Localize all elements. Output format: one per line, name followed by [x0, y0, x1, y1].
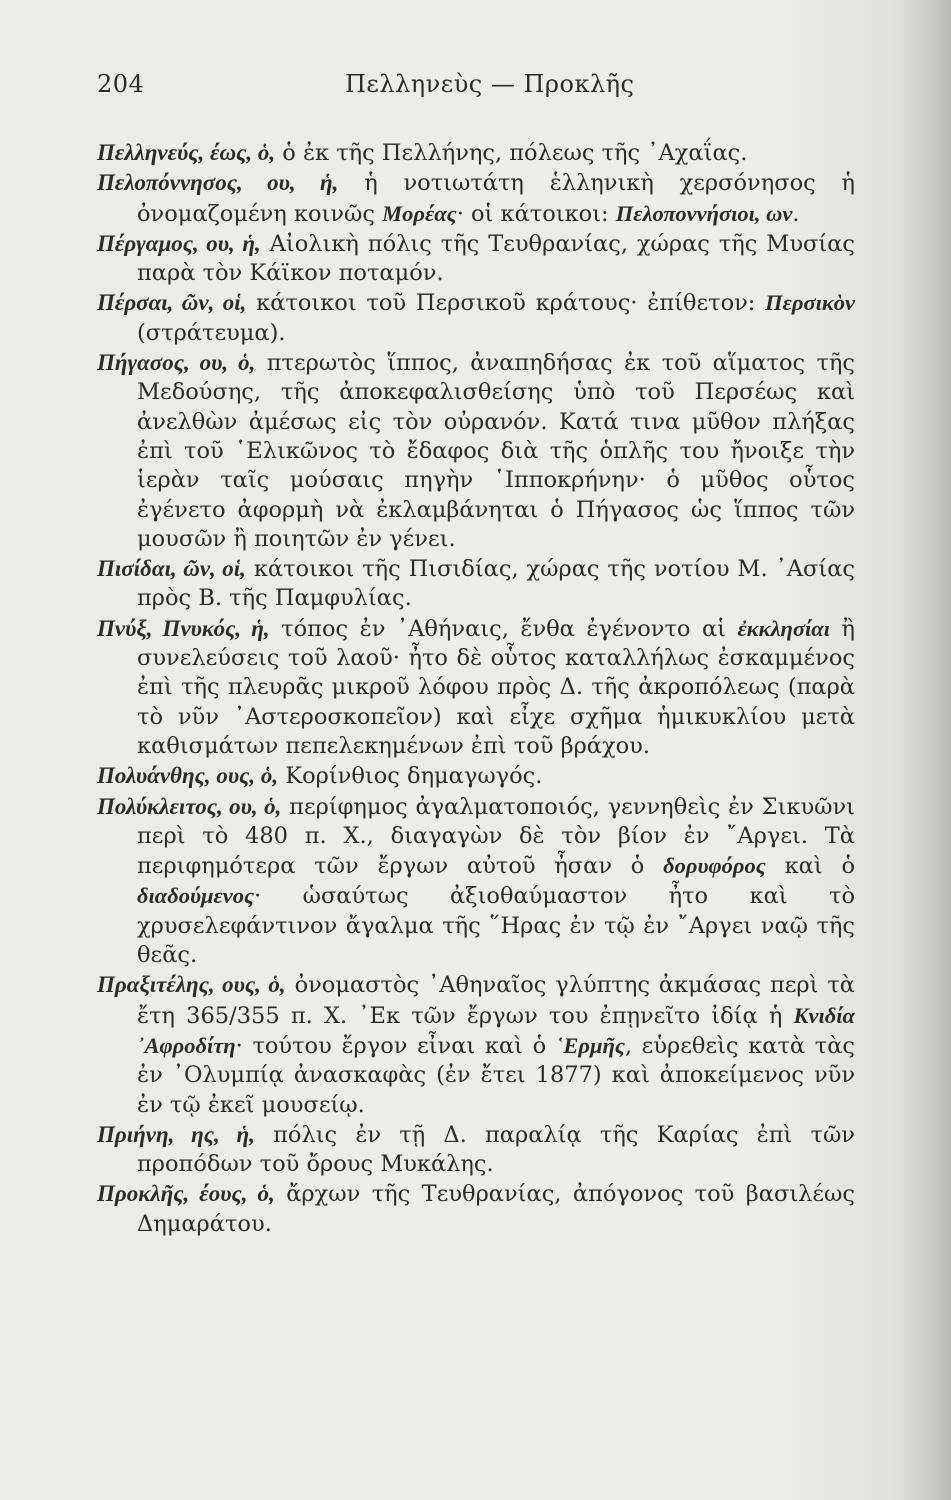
definition: (στράτευμα). [137, 319, 286, 346]
entry-priini [97, 1120, 855, 1180]
definition: ὁ ἐκ τῆς Πελλήνης, πόλεως τῆς ᾿Αχαΐας. [275, 140, 748, 166]
headword: Πισίδαι, ῶν, οἱ, [97, 556, 246, 582]
definition: κάτοικοι τοῦ Περσικοῦ κράτους· ἐπίθετον: [246, 290, 766, 317]
definition: · ὡσαύτως ἀξιοθαύμαστον ἦτο καὶ τὸ χρυσελεφάντινον ἄγαλμα τῆς ῞Ηρας ἐν τῷ ἐν ῎Αργει ναῷ τῆς θεᾶς. [137, 883, 855, 969]
headword: Πνύξ, Πνυκός, ἡ, [97, 615, 270, 641]
emphasized-term: ῾Ερμῆς [555, 1032, 625, 1058]
page-number: 204 [97, 70, 145, 98]
headword: Πραξιτέλης, ους, ὁ, [97, 972, 286, 998]
definition: ἢ συνελεύσεις τοῦ λαοῦ· ἦτο δὲ οὗτος καταλλήλως ἐσκαμμένος ἐπὶ τῆς πλευρᾶς μικροῦ λόφου πρὸς Δ. τῆς ἀκροπόλεως (παρὰ τὸ νῦν ᾿Αστεροσκοπεῖον) καὶ εἶχε σχῆμα ἡμικυκλίου μετὰ καθισμάτων πεπελεκημένων ἐπὶ τοῦ βράχου. [137, 615, 855, 759]
page-header [97, 70, 841, 110]
entry-polykleitos [97, 792, 855, 971]
definition: · οἱ κάτοικοι: [456, 200, 616, 227]
entry-peloponnisos [97, 168, 855, 229]
emphasized-term: δορυφόρος [663, 853, 766, 879]
definition: περίφημος ἀγαλματοποιός, γεννηθεὶς ἐν Σικυῶνι περὶ τὸ 480 π. Χ., διαγαγὼν δὲ τὸν βίον ἐν ῎Αργει. Τὰ περιφημότερα τῶν ἔργων αὐτοῦ ἦσαν ὁ [137, 793, 856, 880]
headword: Πολύκλειτος, ου, ὁ, [97, 793, 282, 819]
entry-pnyx [97, 614, 855, 761]
definition: τόπος ἐν ᾿Αθήναις, ἔνθα ἐγένοντο αἱ [269, 615, 738, 642]
entry-proklis [97, 1179, 855, 1239]
definition: κάτοικοι τῆς Πισιδίας, χώρας τῆς νοτίου Μ. ᾿Ασίας πρὸς Β. τῆς Παμφυλίας. [137, 556, 855, 612]
headword: Πέρσαι, ῶν, οἱ, [97, 290, 247, 316]
entry-pisidai [97, 554, 855, 614]
running-head: Πελληνεὺς — Προκλῆς [345, 70, 635, 98]
headword: Προκλῆς, έους, ὁ, [97, 1181, 275, 1207]
definition: Αἰολικὴ πόλις τῆς Τευθρανίας, χώρας τῆς Μυσίας παρὰ τὸν Κάϊκον ποταμόν. [137, 230, 855, 287]
headword: Πολυάνθης, ους, ὁ, [97, 763, 279, 789]
emphasized-term: ἐκκλησίαι [737, 615, 830, 641]
entry-pigasos [97, 348, 855, 554]
definition: πόλις ἐν τῇ Δ. παραλίᾳ τῆς Καρίας ἐπὶ τῶν προπόδων τοῦ ὄρους Μυκάλης. [137, 1121, 855, 1178]
definition: πτερωτὸς ἵππος, ἀναπηδήσας ἐκ τοῦ αἵματος τῆς Μεδούσης, τῆς ἀποκεφαλισθείσης ὑπὸ τοῦ Περσέως καὶ ἀνελθὼν ἀμέσως εἰς τὸν οὐρανόν. Κατά τινα μῦθον πλήξας ἐπὶ τοῦ ῾Ελικῶνος τὸ ἔδαφος διὰ τῆς ὁπλῆς του ἤνοιξε τὴν ἱερὰν ταῖς μούσαις πηγὴν ῾Ιπποκρήνην· ὁ μῦθος οὗτος ἐγένετο ἀφορμὴ νὰ ἐκλαμβάνηται ὁ Πήγασος ὡς ἵππος τῶν μουσῶν ἢ ποιητῶν ἐν γένει. [137, 350, 855, 552]
dictionary-entries [97, 138, 855, 1239]
emphasized-term: Μορέας [382, 200, 457, 226]
definition: ἄρχων τῆς Τευθρανίας, ἀπόγονος τοῦ βασιλέως Δημαράτου. [137, 1181, 856, 1237]
emphasized-term: διαδούμενος [137, 883, 255, 909]
definition: καὶ ὁ [765, 853, 855, 880]
headword: Πελοπόννησος, ου, ἡ, [97, 170, 339, 196]
definition: ὀνομαστὸς ᾿Αθηναῖος γλύπτης ἀκμάσας περὶ τὰ ἔτη 365/355 π. Χ. ᾿Εκ τῶν ἔργων του ἐπῃνεῖτο ἰδίᾳ ἡ [137, 972, 855, 1029]
definition: · τούτου ἔργον εἶναι καὶ ὁ [235, 1032, 556, 1059]
entry-persai [97, 288, 855, 348]
headword: Πήγασος, ου, ὁ, [97, 350, 256, 376]
emphasized-term: Πελοποννήσιοι, ων [615, 200, 793, 226]
headword: Πέργαμος, ου, ἡ, [97, 230, 261, 256]
definition: . [792, 200, 800, 227]
definition: , εὑρεθεὶς κατὰ τὰς ἐν ᾿Ολυμπίᾳ ἀνασκαφὰς (ἐν ἔτει 1877) καὶ ἀποκείμενος νῦν ἐν τῷ ἐκεῖ μουσείῳ. [137, 1032, 855, 1118]
entry-pellineus [97, 138, 855, 168]
entry-praxitelis [97, 970, 855, 1119]
headword: Πελληνεύς, έως, ὁ, [97, 140, 276, 165]
headword: Πριήνη, ης, ἡ, [97, 1121, 255, 1147]
emphasized-term: Περσικὸν [765, 290, 856, 316]
entry-pergamos [97, 229, 855, 289]
definition: Κορίνθιος δημαγωγός. [278, 763, 543, 790]
emphasized-term: Κνιδία ᾿Αφροδίτη [137, 1002, 855, 1058]
definition: ἡ νοτιωτάτη ἑλληνικὴ χερσόνησος ἡ ὀνομαζομένη κοινῶς [137, 170, 856, 227]
entry-polyanthis [97, 761, 855, 791]
